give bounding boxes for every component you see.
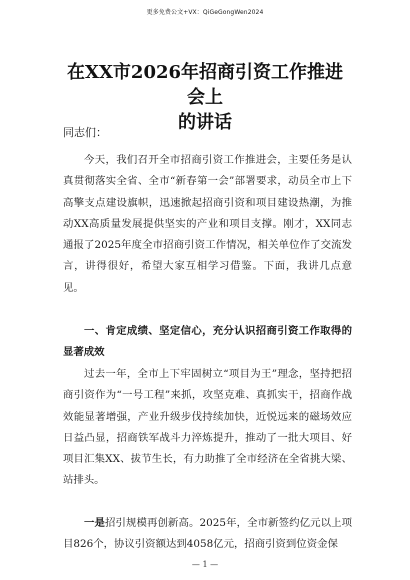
document-title (60, 60, 350, 135)
paragraph-intro: 今天，我们召开全市招商引资工作推进会，主要任务是认真贯彻落实全省、全市“新春第一会”部署要求，动员全市上下高擎支点建设旗帜，迅速掀起招商引资和项目建设热潮，为推动XX高质量发展提供坚实的产业和项目支撑。刚才，XX同志通报了2025年度全市招商引资工作情况，相关单位作了交流发言，讲得很好，希望大家互相学习借鉴。下面，我讲几点意见。 (63, 154, 352, 294)
point-one-text: 招引规模再创新高。2025年，全市新签约亿元以上项目826个，协议引资额达到4058亿元，招商引资到位资金保 (63, 517, 352, 551)
title-line-2: 的讲话 (178, 112, 232, 133)
point-one-lead: 一是 (84, 517, 106, 529)
paragraph-point-one (63, 513, 352, 556)
salutation: 同志们： (63, 126, 107, 139)
section-heading-1: 一、肯定成绩、坚定信心，充分认识招商引资工作取得的显著成效 (63, 325, 352, 359)
paragraph-achievements: 过去一年，全市上下牢固树立“项目为王”理念，坚持把招商引资作为“一号工程”来抓，攻坚克难、真抓实干，招商作战效能显著增强，产业升级步伐持续加快，近悦远来的磁场效应日益凸显，招商铁军战斗力淬炼提升，推动了一批大项目、好项目汇集XX、拔节生长，有力助推了全市经济在全省挑大梁、站排头。 (63, 368, 352, 487)
header-note: 更多免费公文+VX：QiGeGongWen2024 (146, 9, 264, 16)
page-number: — 1 — (191, 560, 219, 569)
title-line-1: 在XX市2026年招商引资工作推进会上 (66, 62, 344, 108)
